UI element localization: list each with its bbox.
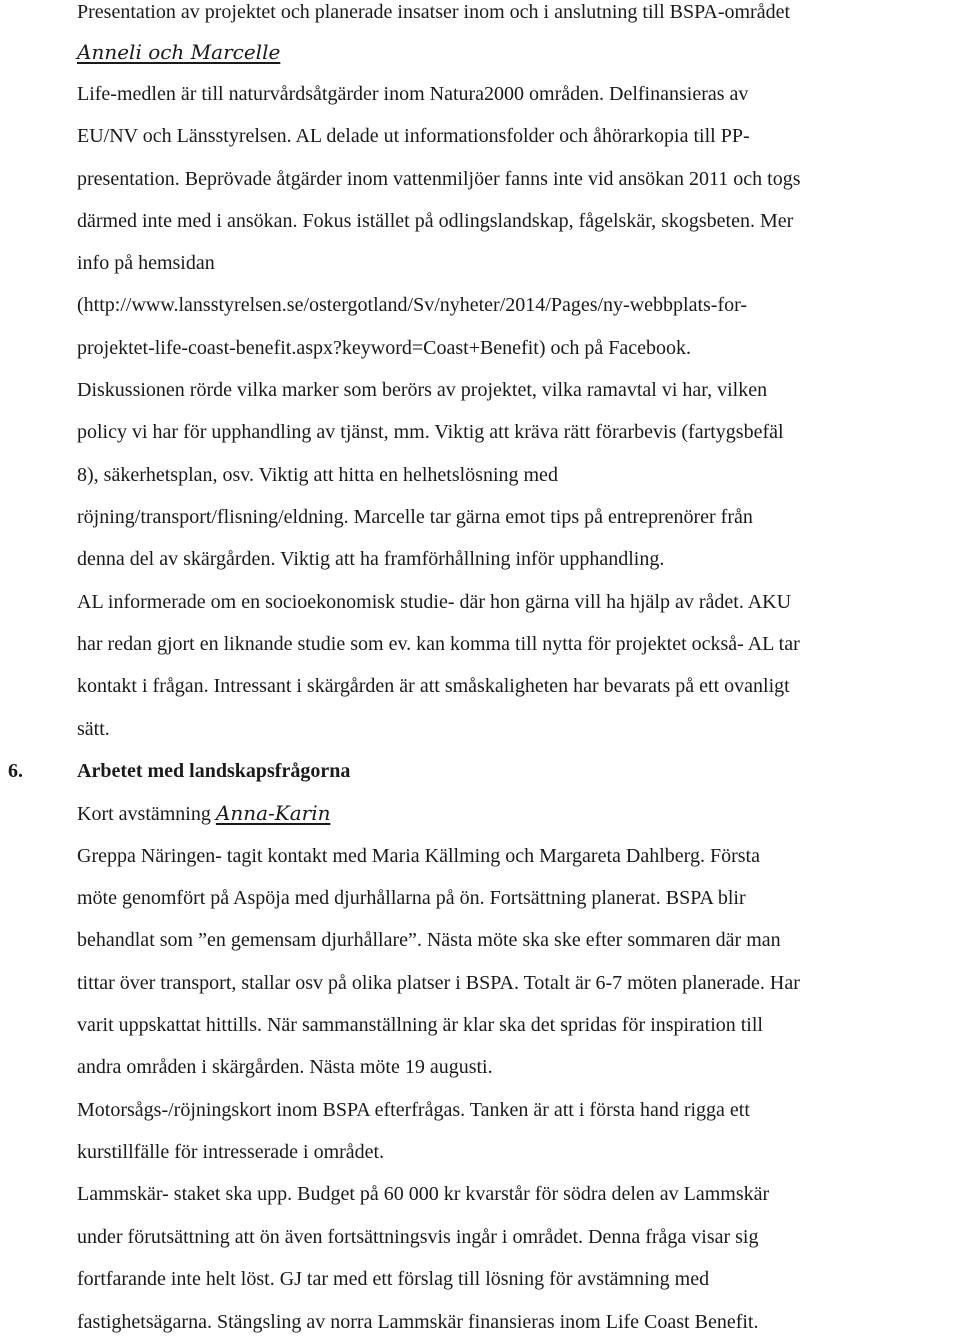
- text-line: varit uppskattat hittills. När sammanställning är klar ska det spridas för inspiration till: [77, 1014, 763, 1036]
- text-line: AL informerade om en socioekonomisk studie- där hon gärna vill ha hjälp av rådet. AKU: [77, 591, 792, 613]
- text-line: EU/NV och Länsstyrelsen. AL delade ut informationsfolder och åhörarkopia till PP-: [77, 125, 750, 147]
- text-line: under förutsättning att ön även fortsättningsvis ingår i området. Denna fråga visar sig: [77, 1226, 759, 1248]
- section5-intro-line: Presentation av projektet och planerade insatser inom och i anslutning till BSPA-området: [77, 1, 791, 23]
- text-line: därmed inte med i ansökan. Fokus istället på odlingslandskap, fågelskär, skogsbeten. Mer: [77, 210, 794, 232]
- section6-intro-line: [77, 801, 330, 826]
- text-line: andra områden i skärgården. Nästa möte 19 augusti.: [77, 1056, 493, 1078]
- section-number: 6.: [8, 760, 23, 782]
- text-line: 8), säkerhetsplan, osv. Viktig att hitta en helhetslösning med: [77, 464, 558, 486]
- text-line: fastighetsägarna. Stängsling av norra Lammskär finansieras inom Life Coast Benefit.: [77, 1311, 759, 1333]
- section6-presenter: Anna-Karin: [215, 801, 331, 825]
- text-line: Motorsågs-/röjningskort inom BSPA efterfrågas. Tanken är att i första hand rigga ett: [77, 1099, 750, 1121]
- text-line: projektet-life-coast-benefit.aspx?keyword=Coast+Benefit) och på Facebook.: [77, 337, 692, 359]
- section5-presenters: Anneli och Marcelle: [77, 40, 281, 64]
- text-line: kurstillfälle för intresserade i området.: [77, 1141, 385, 1163]
- text-line: kontakt i frågan. Intressant i skärgården är att småskaligheten har bevarats på ett ovanligt: [77, 675, 790, 697]
- text-line: tittar över transport, stallar osv på olika platser i BSPA. Totalt är 6-7 möten planerade. Har: [77, 972, 800, 994]
- text-line: behandlat som ”en gemensam djurhållare”. Nästa möte ska ske efter sommaren där man: [77, 929, 781, 951]
- text-line: (http://www.lansstyrelsen.se/ostergotland/Sv/nyheter/2014/Pages/ny-webbplats-for-: [77, 294, 748, 316]
- text-line: har redan gjort en liknande studie som ev. kan komma till nytta för projektet också- AL tar: [77, 633, 800, 655]
- text-line: möte genomfört på Aspöja med djurhållarna på ön. Fortsättning planerat. BSPA blir: [77, 887, 746, 909]
- text-line: sätt.: [77, 718, 110, 740]
- text-line: Diskussionen rörde vilka marker som berörs av projektet, vilka ramavtal vi har, vilken: [77, 379, 768, 401]
- text-line: info på hemsidan: [77, 252, 215, 274]
- section-heading: Arbetet med landskapsfrågorna: [77, 760, 351, 782]
- text-line: fortfarande inte helt löst. GJ tar med ett förslag till lösning för avstämning med: [77, 1268, 710, 1290]
- text-line: Greppa Näringen- tagit kontakt med Maria Källming och Margareta Dahlberg. Första: [77, 845, 760, 867]
- text-line: röjning/transport/flisning/eldning. Marcelle tar gärna emot tips på entreprenörer från: [77, 506, 753, 528]
- text-line: Lammskär- staket ska upp. Budget på 60 000 kr kvarstår för södra delen av Lammskär: [77, 1183, 770, 1205]
- intro-text: Kort avstämning: [77, 803, 216, 825]
- text-line: policy vi har för upphandling av tjänst, mm. Viktig att kräva rätt förarbevis (fartygsbefäl: [77, 421, 784, 443]
- text-line: denna del av skärgården. Viktig att ha framförhållning inför upphandling.: [77, 548, 665, 570]
- text-line: Life-medlen är till naturvårdsåtgärder inom Natura2000 områden. Delfinansieras av: [77, 83, 749, 105]
- text-line: presentation. Beprövade åtgärder inom vattenmiljöer fanns inte vid ansökan 2011 och togs: [77, 168, 801, 190]
